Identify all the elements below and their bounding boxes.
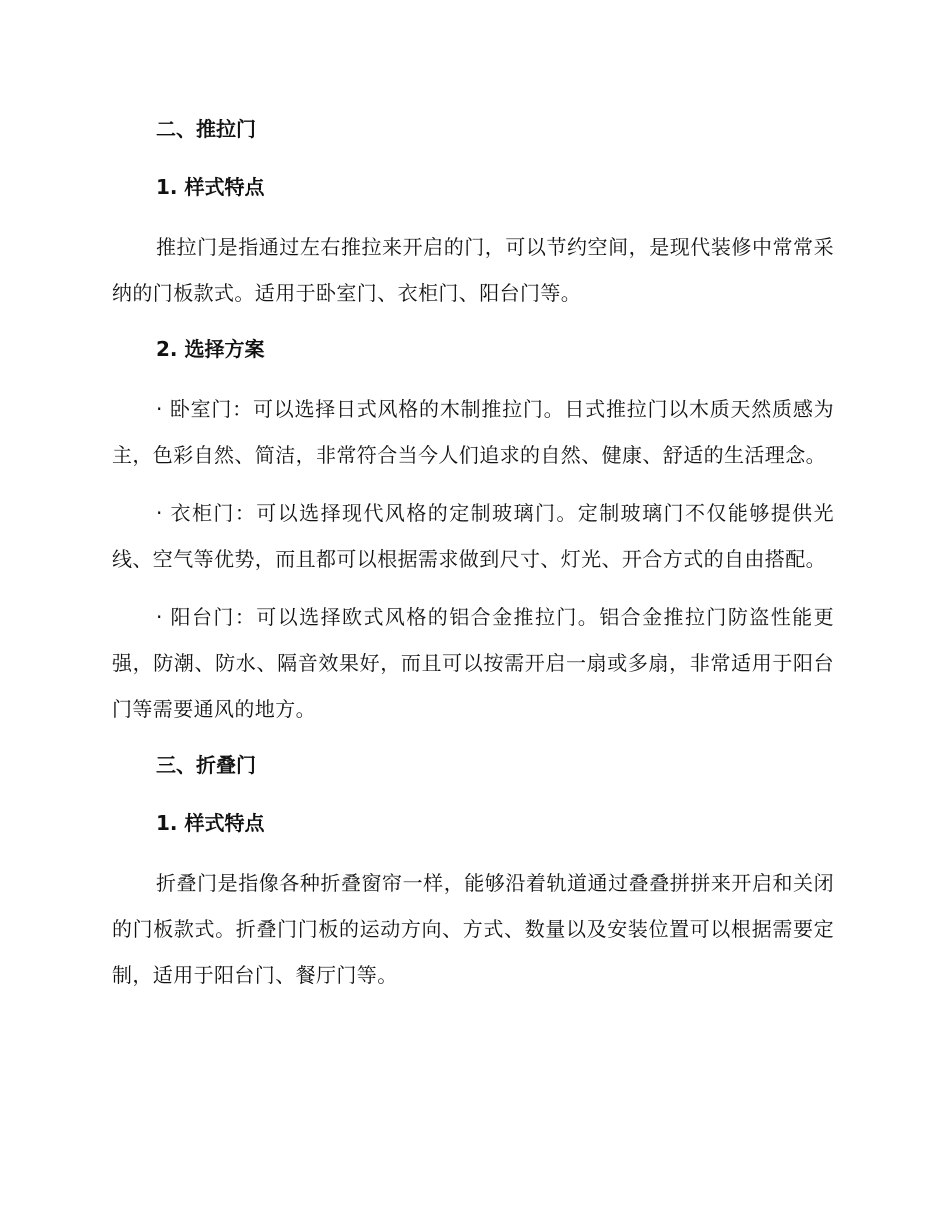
section-heading-sliding-door: 二、推拉门 bbox=[156, 117, 256, 141]
subheading-style-features: 1. 样式特点 bbox=[156, 175, 265, 199]
subheading-style-features-folding: 1. 样式特点 bbox=[156, 811, 265, 835]
list-item-bedroom-door: · 卧室门：可以选择日式风格的木制推拉门。日式推拉门以木质天然质感为主，色彩自然、简洁，非常符合当今人们追求的自然、健康、舒适的生活理念。 bbox=[112, 397, 834, 467]
section-heading-folding-door: 三、折叠门 bbox=[156, 753, 256, 777]
subheading-selection-plan: 2. 选择方案 bbox=[156, 337, 265, 361]
list-item-balcony-door: · 阳台门：可以选择欧式风格的铝合金推拉门。铝合金推拉门防盗性能更强，防潮、防水、隔音效果好，而且可以按需开启一扇或多扇，非常适用于阳台门等需要通风的地方。 bbox=[112, 605, 834, 721]
paragraph-folding-door-description: 折叠门是指像各种折叠窗帘一样，能够沿着轨道通过叠叠拼拼来开启和关闭的门板款式。折叠门门板的运动方向、方式、数量以及安装位置可以根据需要定制，适用于阳台门、餐厅门等。 bbox=[112, 871, 834, 987]
list-item-wardrobe-door: · 衣柜门：可以选择现代风格的定制玻璃门。定制玻璃门不仅能够提供光线、空气等优势，而且都可以根据需求做到尺寸、灯光、开合方式的自由搭配。 bbox=[112, 501, 834, 571]
document-body bbox=[112, 108, 834, 1010]
paragraph-sliding-door-description: 推拉门是指通过左右推拉来开启的门，可以节约空间，是现代装修中常常采纳的门板款式。适用于卧室门、衣柜门、阳台门等。 bbox=[112, 235, 834, 305]
